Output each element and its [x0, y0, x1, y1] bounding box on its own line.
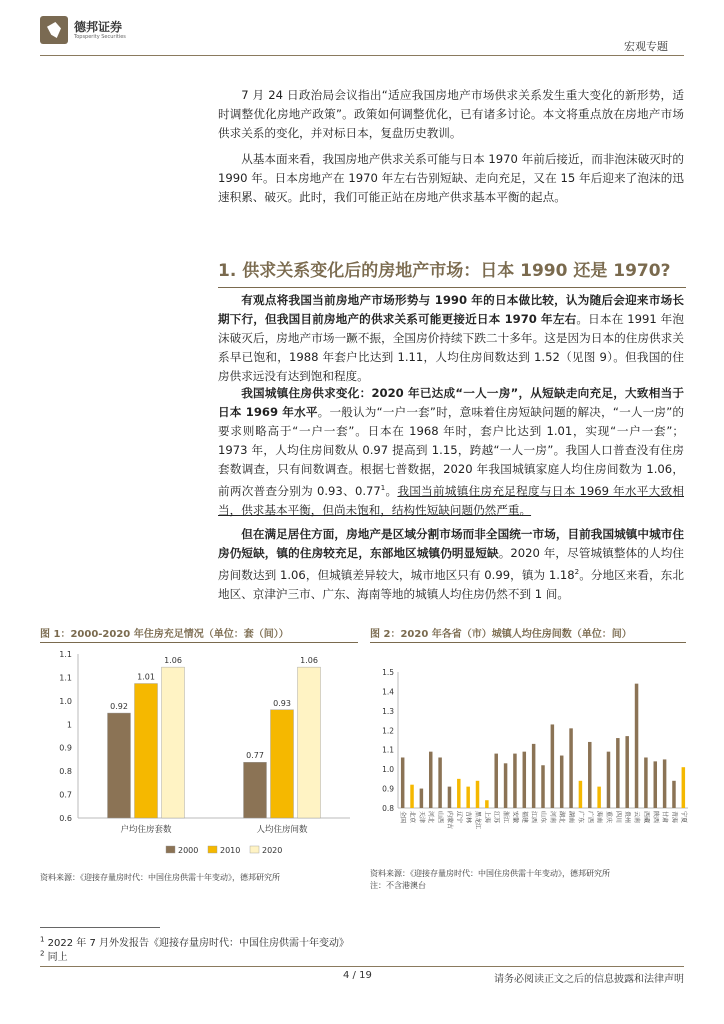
intro-paragraph-1: 7 月 24 日政治局会议指出“适应我国房地产市场供求关系发生重大变化的新形势，适时调整优化房地产政策”。政策如何调整优化，已有诸多讨论。本文将重点放在房地产市场供求关系的变化，并对标日本，复盘历史教训。 — [218, 88, 684, 140]
bar — [607, 752, 611, 808]
bar — [579, 781, 583, 808]
y-tick-label: 1 — [66, 720, 72, 730]
y-tick-label: 1.0 — [59, 696, 72, 706]
bar-value-label: 0.77 — [246, 751, 264, 761]
x-category-label: 陕西 — [651, 811, 659, 824]
bar — [616, 738, 620, 808]
figure-1-rule — [40, 642, 358, 643]
bar — [410, 785, 414, 808]
y-tick-label: 1.3 — [382, 706, 394, 716]
bar — [663, 759, 667, 808]
bar — [532, 744, 536, 808]
x-category-label: 安徽 — [511, 811, 519, 824]
bar — [541, 765, 545, 808]
x-category-label: 甘肃 — [661, 811, 669, 824]
legend-label: 2020 — [262, 846, 283, 855]
bar — [523, 752, 527, 808]
report-type: 宏观专题 — [624, 40, 668, 53]
bar — [672, 781, 676, 808]
x-category-label: 河南 — [548, 811, 556, 824]
legend-label: 2010 — [220, 846, 241, 855]
x-category-label: 辽宁 — [455, 811, 463, 824]
x-category-label: 宁夏 — [679, 811, 687, 824]
bar — [569, 728, 573, 808]
bar-value-label: 0.92 — [110, 702, 128, 712]
x-category-label: 西藏 — [642, 811, 650, 824]
x-category-label: 江西 — [530, 811, 538, 824]
paragraph-2-lead: 我国城镇住房供求变化：2020 年已达成“一人一房”，从短缺走向充足，大致相当于日本 1969 年水平 — [218, 386, 684, 419]
y-tick-label: 0.9 — [382, 784, 394, 794]
paragraph-3-lead-a: 但在满足居住方面， — [241, 527, 347, 541]
y-tick-label: 0.8 — [382, 804, 394, 813]
bar — [504, 763, 508, 808]
bar — [654, 761, 658, 808]
x-category-label: 吉林 — [464, 811, 472, 824]
paragraph-2-sep: 。 — [385, 483, 398, 498]
figure-2-chart — [370, 650, 690, 860]
bar-value-label: 1.06 — [164, 656, 182, 666]
x-category-label: 云南 — [633, 811, 641, 824]
x-category-label: 青海 — [670, 811, 678, 824]
x-category-label: 北京 — [408, 811, 416, 824]
footnote-2 — [40, 948, 68, 963]
brand-name-en: Topsperity Securities — [74, 33, 126, 40]
bar-value-label: 1.06 — [300, 656, 318, 666]
y-tick-label: 1.1 — [382, 745, 394, 755]
y-tick-label: 0.6 — [59, 814, 72, 823]
paragraph-3-lead-b: 房地产是区域分割市场而非全国统一市场，目前我国城镇中城市住房仍短缺，镇的住房较充足，东部地区城镇仍明显短缺 — [218, 527, 684, 560]
x-category-label: 河北 — [427, 811, 435, 824]
footer-divider — [40, 966, 684, 967]
legend-swatch — [208, 846, 217, 853]
y-tick-label: 0.7 — [59, 790, 72, 800]
bar — [244, 762, 267, 818]
x-category-label: 人均住房间数 — [256, 825, 308, 835]
footnote-1-text: 2022 年 7 月外发报告《迎接存量房时代：中国住房供需十年变动》 — [47, 938, 350, 949]
intro-paragraph-2: 从基本面来看，我国房地产供求关系可能与日本 1970 年前后接近，而非泡沫破灭时的 1990 年。日本房地产在 1970 年左右告别短缺、走向充足，又在 15 年后迎来了泡沫的迅速积累、破灭。此时，我们可能正站在房地产供求基本平衡的起点。 — [218, 152, 684, 204]
figure-2-rule — [370, 642, 686, 643]
section-paragraph-1 — [218, 291, 684, 386]
y-tick-label: 1.0 — [382, 765, 394, 775]
company-logo — [40, 16, 126, 44]
bar — [588, 742, 592, 808]
footnote-1 — [40, 934, 349, 949]
figure-2-source: 资料来源：《迎接存量房时代：中国住房供需十年变动》，德邦研究所 — [370, 869, 610, 878]
x-category-label: 山东 — [539, 811, 547, 824]
x-category-label: 广西 — [586, 811, 594, 824]
x-category-label: 天津 — [417, 811, 425, 824]
footnote-ref-1[interactable]: 1 — [380, 484, 386, 492]
section-paragraph-2 — [218, 384, 684, 520]
figure-1-source: 资料来源：《迎接存量房时代：中国住房供需十年变动》，德邦研究所 — [40, 873, 280, 882]
y-tick-label: 0.8 — [59, 767, 72, 777]
x-category-label: 福建 — [520, 811, 528, 824]
figure-2-title: 图 2：2020 年各省（市）城镇人均住房间数（单位：间） — [370, 629, 632, 640]
bar — [476, 781, 480, 808]
footer-disclaimer: 请务必阅读正文之后的信息披露和法律声明 — [494, 974, 684, 985]
legend-swatch — [166, 846, 175, 853]
legend-label: 2000 — [178, 846, 199, 855]
bar — [108, 713, 131, 818]
bar — [513, 754, 517, 808]
x-category-label: 湖南 — [567, 811, 575, 824]
x-category-label: 户均住房套数 — [120, 825, 172, 835]
paragraph-1-body: 。日本在 1991 年泡沫破灭后，房地产市场一蹶不振，全国房价持续下跌二十多年。这是因为日本的住房供求关系早已饱和，1988 年套户比达到 1.11，人均住房间数达到 1.52（见图 9）。但我国的住房供求远没有达到饱和程度。 — [218, 312, 684, 383]
bar-value-label: 0.93 — [273, 698, 291, 708]
x-category-label: 四川 — [614, 811, 622, 824]
bar — [271, 710, 294, 818]
bar — [644, 757, 648, 808]
bar — [682, 767, 686, 808]
footnote-2-text: 同上 — [47, 952, 68, 963]
bar — [551, 724, 555, 808]
brand-name-cn: 德邦证券 — [74, 19, 123, 34]
paragraph-3-tail: 。分地区来看，东北地区、京津沪三市、广东、海南等地的城镇人均住房仍然不到 1 间。 — [218, 567, 684, 601]
x-category-label: 海南 — [595, 811, 603, 824]
x-category-label: 山西 — [436, 811, 444, 824]
x-category-label: 江苏 — [492, 811, 500, 824]
figure-1-chart — [40, 646, 360, 862]
y-tick-label: 1.5 — [382, 668, 394, 677]
bar — [560, 756, 564, 808]
paragraph-3-body: 。2020 年，尽管城镇整体的人均住房间数达到 1.06，但城镇差异较大，城市地区只有 0.99，镇为 1.18 — [218, 546, 684, 582]
figure-1-title: 图 1：2000-2020 年住房充足情况（单位：套（间）） — [40, 629, 289, 640]
bar — [635, 684, 639, 808]
x-category-label: 黑龙江 — [474, 811, 482, 830]
x-category-label: 上海 — [483, 811, 491, 824]
y-tick-label: 1.1 — [59, 650, 72, 659]
paragraph-2-conclusion: 我国当前城镇住房充足程度与日本 1969 年水平大致相当，供求基本平衡，但尚未饱和，结构性短缺问题仍然严重。 — [218, 483, 684, 517]
bar — [420, 789, 424, 808]
y-tick-label: 1.4 — [382, 687, 394, 697]
header-divider — [40, 55, 684, 56]
bar — [448, 787, 452, 808]
x-category-label: 内蒙古 — [445, 811, 453, 830]
x-category-label: 全国 — [399, 811, 407, 824]
x-category-label: 浙江 — [502, 811, 510, 824]
x-category-label: 重庆 — [604, 811, 612, 824]
bar — [438, 757, 442, 808]
y-tick-label: 0.9 — [59, 743, 72, 753]
bar — [429, 752, 433, 808]
bar-value-label: 1.01 — [137, 672, 155, 682]
bar — [625, 736, 629, 808]
bar — [401, 757, 405, 808]
x-category-label: 湖北 — [558, 811, 566, 824]
bar — [457, 779, 461, 808]
bar — [597, 787, 601, 808]
logo-emblem-icon — [40, 16, 68, 44]
bar — [135, 684, 158, 818]
section-paragraph-3 — [218, 525, 684, 604]
bar — [485, 800, 489, 808]
x-category-label: 广东 — [576, 811, 584, 824]
bar — [466, 787, 470, 808]
footnote-ref-2[interactable]: 2 — [574, 568, 580, 576]
footnote-1-num: 1 — [40, 935, 45, 944]
paragraph-1-lead: 有观点将我国当前房地产市场形势与 1990 年的日本做比较，认为随后会迎来市场长期下行，但我国目前房地产的供求关系可能更接近日本 1970 年左右 — [218, 293, 684, 326]
bar — [494, 754, 498, 808]
paragraph-2-body: 。一般认为“一户一套”时，意味着住房短缺问题的解决，“一人一房”的要求则略高于“一户一套”。日本在 1968 年时，套户比达到 1.01，实现“一户一套”；1973 年，人均住房间数从 0.97 提高到 1.15，跨越“一人一房”。我国人口普查没有住房套数调查，只有间数调查。根据七普数据，2020 年我国城镇家庭人均住房间数为 1.06，前两次普查分别为 0.93、0.77 — [218, 405, 685, 498]
bar — [298, 667, 321, 818]
footnote-2-num: 2 — [40, 949, 45, 958]
bar — [162, 667, 185, 818]
y-tick-label: 1.2 — [382, 726, 394, 736]
figure-2-note: 注：不含港澳台 — [370, 881, 426, 890]
x-category-label: 贵州 — [623, 811, 631, 824]
page-number: 4 / 19 — [343, 970, 372, 981]
legend-swatch — [250, 846, 259, 853]
section-title: 1. 供求关系变化后的房地产市场：日本 1990 还是 1970? — [218, 256, 686, 288]
y-tick-label: 1.1 — [59, 673, 72, 683]
footnote-divider — [40, 927, 160, 928]
